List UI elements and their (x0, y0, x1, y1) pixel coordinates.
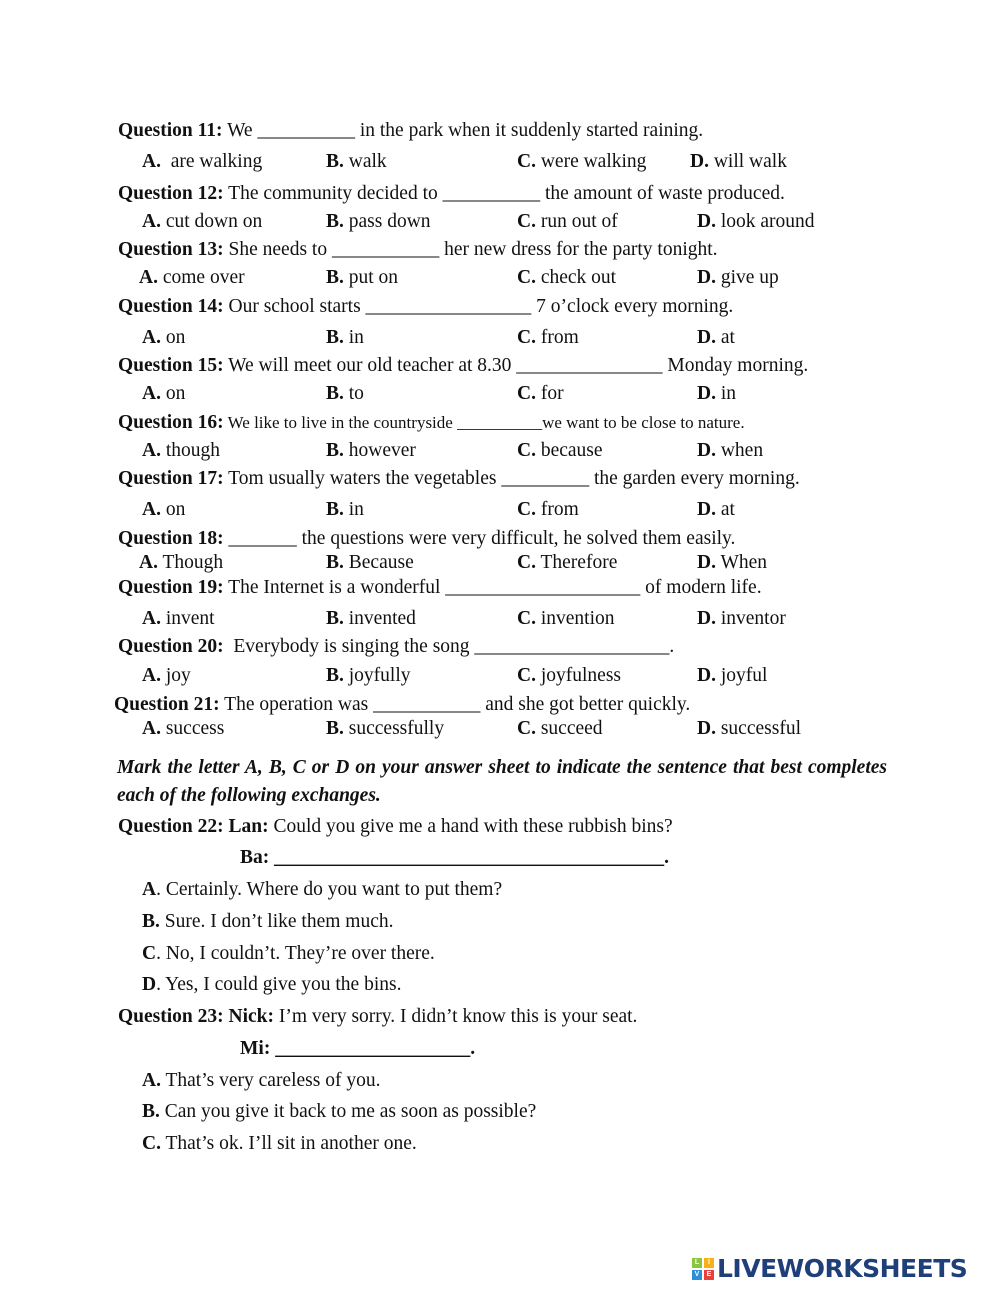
option-letter: B. (326, 718, 344, 739)
question-text: The community decided to __________ the amount of waste produced. (223, 183, 785, 204)
answer-option[interactable] (142, 150, 262, 174)
question-stem (118, 182, 785, 206)
question-stem (118, 354, 808, 378)
logo-tile: L (692, 1258, 702, 1268)
answer-option[interactable] (326, 664, 411, 688)
option-text: in (343, 327, 364, 348)
answer-option[interactable] (139, 551, 223, 575)
option-text: invent (160, 608, 215, 629)
answer-option[interactable] (142, 1100, 536, 1124)
option-text: That’s ok. I’ll sit in another one. (160, 1133, 417, 1154)
question-stem (118, 467, 800, 491)
logo-tile: V (692, 1270, 702, 1280)
answer-option[interactable] (142, 1132, 417, 1156)
answer-option[interactable] (326, 150, 387, 174)
logo-text: LIVEWORKSHEETS (717, 1254, 968, 1283)
option-text: Though (157, 552, 224, 573)
option-text: on (160, 383, 186, 404)
answer-option[interactable] (517, 498, 579, 522)
answer-option[interactable] (697, 498, 735, 522)
option-text: though (160, 440, 221, 461)
question-number: Question 17: (118, 468, 224, 489)
option-text: from (535, 499, 579, 520)
liveworksheets-logo (692, 1254, 967, 1283)
logo-tiles-icon (692, 1258, 714, 1280)
option-text: to (343, 383, 364, 404)
answer-option[interactable] (326, 551, 414, 575)
question-stem (118, 119, 703, 143)
answer-option[interactable] (142, 1069, 380, 1093)
answer-option[interactable] (697, 382, 736, 406)
question-number: Question 18: (118, 528, 224, 549)
answer-option[interactable] (697, 326, 735, 350)
question-number: Question 14: (118, 296, 224, 317)
option-letter: A (142, 879, 157, 900)
answer-option[interactable] (697, 551, 767, 575)
option-letter: C. (517, 383, 536, 404)
option-text: invention (535, 608, 615, 629)
option-text: when (715, 440, 764, 461)
answer-option[interactable] (326, 210, 431, 234)
option-text: from (535, 327, 579, 348)
answer-option[interactable] (697, 210, 815, 234)
reply-line: Mi: ____________________. (240, 1038, 476, 1059)
option-letter: B. (326, 327, 344, 348)
option-letter: A. (142, 440, 161, 461)
answer-option[interactable] (142, 664, 191, 688)
answer-option[interactable] (697, 664, 767, 688)
option-text: however (343, 440, 416, 461)
option-text: succeed (535, 718, 603, 739)
answer-option[interactable] (517, 551, 617, 575)
answer-option[interactable] (697, 717, 801, 741)
option-letter: C. (517, 552, 536, 573)
option-text: invented (343, 608, 416, 629)
question-number: Question 20: (118, 636, 224, 657)
question-number: Question 22: (118, 816, 224, 837)
question-text: We like to live in the countryside __________we want to be close to nature. (223, 413, 745, 432)
option-letter: D. (697, 440, 716, 461)
reply-blank (240, 846, 669, 870)
option-letter: D. (690, 151, 709, 172)
answer-option[interactable] (142, 910, 394, 934)
option-letter: B. (142, 1101, 160, 1122)
answer-option[interactable] (326, 382, 364, 406)
logo-tile: I (704, 1258, 714, 1268)
question-number: Question 12: (118, 183, 224, 204)
option-text: cut down on (160, 211, 263, 232)
question-stem (114, 693, 690, 717)
option-letter: C. (517, 608, 536, 629)
question-text: Our school starts _________________ 7 o’clock every morning. (223, 296, 734, 317)
option-text: come over (157, 267, 245, 288)
question-text: Tom usually waters the vegetables _________ the garden every morning. (223, 468, 800, 489)
question-text: Everybody is singing the song ____________________. (223, 636, 675, 657)
option-letter: B. (326, 665, 344, 686)
reply-blank (240, 1037, 475, 1061)
answer-option[interactable] (517, 607, 615, 631)
option-text: on (160, 499, 186, 520)
question-text: She needs to ___________ her new dress for the party tonight. (223, 239, 718, 260)
option-letter: D. (697, 327, 716, 348)
answer-option[interactable] (517, 717, 603, 741)
answer-option[interactable] (326, 498, 364, 522)
option-letter: C. (517, 327, 536, 348)
option-letter: A. (142, 151, 161, 172)
answer-option[interactable] (326, 266, 398, 290)
option-letter: A. (142, 327, 161, 348)
question-stem (118, 576, 762, 600)
option-text: That’s very careless of you. (160, 1070, 381, 1091)
answer-option[interactable] (517, 266, 616, 290)
option-letter: A. (142, 1070, 161, 1091)
option-letter: B. (326, 151, 344, 172)
option-text: joyfully (343, 665, 411, 686)
option-letter: B. (326, 267, 344, 288)
option-text: at (715, 327, 735, 348)
answer-option[interactable] (142, 942, 435, 966)
option-text: for (535, 383, 564, 404)
option-letter: D. (697, 499, 716, 520)
exchange-text: I’m very sorry. I didn’t know this is your seat. (274, 1006, 638, 1027)
option-text: successful (715, 718, 801, 739)
exchange-stem (118, 815, 673, 839)
question-number: Question 21: (114, 694, 220, 715)
logo-tile: E (704, 1270, 714, 1280)
question-number: Question 23: (118, 1006, 224, 1027)
answer-option[interactable] (142, 498, 185, 522)
option-letter: C. (517, 151, 536, 172)
question-text: We __________ in the park when it suddenly started raining. (222, 120, 704, 141)
answer-option[interactable] (142, 326, 185, 350)
option-letter: A. (142, 383, 161, 404)
answer-option[interactable] (697, 266, 779, 290)
option-letter: D. (697, 608, 716, 629)
option-text: joyful (715, 665, 768, 686)
speaker-name: Lan: (223, 816, 269, 837)
answer-option[interactable] (697, 607, 786, 631)
option-letter: C (142, 943, 157, 964)
option-text: because (535, 440, 603, 461)
answer-option[interactable] (517, 664, 621, 688)
answer-option[interactable] (517, 326, 579, 350)
answer-option[interactable] (326, 439, 416, 463)
option-letter: B. (326, 499, 344, 520)
option-text: look around (715, 211, 815, 232)
option-text: are walking (160, 151, 263, 172)
answer-option[interactable] (326, 607, 416, 631)
answer-option[interactable] (142, 439, 220, 463)
option-letter: A. (139, 267, 158, 288)
option-text: were walking (535, 151, 647, 172)
answer-option[interactable] (326, 717, 444, 741)
option-text: . Yes, I could give you the bins. (156, 974, 402, 995)
option-text: joy (160, 665, 191, 686)
answer-option[interactable] (142, 607, 215, 631)
option-letter: D. (697, 552, 716, 573)
option-letter: C. (517, 499, 536, 520)
option-text: pass down (343, 211, 431, 232)
question-stem (118, 238, 718, 262)
answer-option[interactable] (517, 382, 564, 406)
question-stem (118, 295, 733, 319)
option-text: Sure. I don’t like them much. (159, 911, 394, 932)
option-letter: A. (142, 718, 161, 739)
option-letter: C. (517, 211, 536, 232)
reply-line: Ba: ________________________________________. (240, 847, 669, 868)
question-text: The Internet is a wonderful ____________________ of modern life. (223, 577, 762, 598)
option-letter: B. (142, 911, 160, 932)
option-letter: D. (697, 267, 716, 288)
option-letter: B. (326, 440, 344, 461)
option-text: joyfulness (535, 665, 622, 686)
option-text: When (715, 552, 768, 573)
option-letter: A. (142, 499, 161, 520)
option-text: Because (343, 552, 414, 573)
option-text: Therefore (535, 552, 618, 573)
option-text: inventor (715, 608, 786, 629)
option-text: . Certainly. Where do you want to put them? (156, 879, 503, 900)
question-text: _______ the questions were very difficult, he solved them easily. (223, 528, 736, 549)
option-letter: A. (142, 665, 161, 686)
option-text: in (343, 499, 364, 520)
answer-option[interactable] (326, 326, 364, 350)
option-letter: C. (142, 1133, 161, 1154)
answer-option[interactable] (142, 973, 401, 997)
question-text: We will meet our old teacher at 8.30 _______________ Monday morning. (223, 355, 809, 376)
answer-option[interactable] (517, 439, 603, 463)
option-letter: D (142, 974, 157, 995)
option-letter: A. (139, 552, 158, 573)
answer-option[interactable] (139, 266, 245, 290)
exchange-text: Could you give me a hand with these rubbish bins? (268, 816, 673, 837)
option-text: in (715, 383, 737, 404)
option-letter: C. (517, 267, 536, 288)
exchange-stem (118, 1005, 637, 1029)
question-stem (118, 635, 674, 659)
option-text: check out (535, 267, 617, 288)
question-number: Question 19: (118, 577, 224, 598)
option-text: successfully (343, 718, 445, 739)
option-text: . No, I couldn’t. They’re over there. (156, 943, 435, 964)
question-stem (118, 411, 745, 435)
option-text: on (160, 327, 186, 348)
option-text: will walk (708, 151, 787, 172)
answer-option[interactable] (142, 210, 262, 234)
question-number: Question 11: (118, 120, 223, 141)
option-text: success (160, 718, 225, 739)
speaker-name: Nick: (223, 1006, 275, 1027)
answer-option[interactable] (517, 150, 646, 174)
option-letter: B. (326, 608, 344, 629)
option-letter: A. (142, 608, 161, 629)
question-text: The operation was ___________ and she got better quickly. (219, 694, 691, 715)
question-stem (118, 527, 735, 551)
section-instruction: Mark the letter A, B, C or D on your answer sheet to indicate the sentence that best completes each of the following exchanges. (117, 757, 887, 806)
answer-option[interactable] (690, 150, 787, 174)
option-letter: D. (697, 718, 716, 739)
question-number: Question 16: (118, 412, 224, 433)
option-text: put on (343, 267, 399, 288)
option-text: run out of (535, 211, 618, 232)
option-letter: D. (697, 383, 716, 404)
answer-option[interactable] (517, 210, 618, 234)
option-letter: B. (326, 211, 344, 232)
answer-option[interactable] (697, 439, 763, 463)
answer-option[interactable] (142, 878, 502, 902)
option-letter: C. (517, 665, 536, 686)
option-letter: B. (326, 383, 344, 404)
option-letter: C. (517, 718, 536, 739)
option-text: at (715, 499, 735, 520)
option-text: Can you give it back to me as soon as possible? (159, 1101, 537, 1122)
option-letter: B. (326, 552, 344, 573)
option-letter: C. (517, 440, 536, 461)
option-text: give up (715, 267, 779, 288)
option-letter: D. (697, 665, 716, 686)
option-letter: A. (142, 211, 161, 232)
option-letter: D. (697, 211, 716, 232)
answer-option[interactable] (142, 717, 224, 741)
question-number: Question 13: (118, 239, 224, 260)
option-text: walk (343, 151, 387, 172)
answer-option[interactable] (142, 382, 185, 406)
question-number: Question 15: (118, 355, 224, 376)
